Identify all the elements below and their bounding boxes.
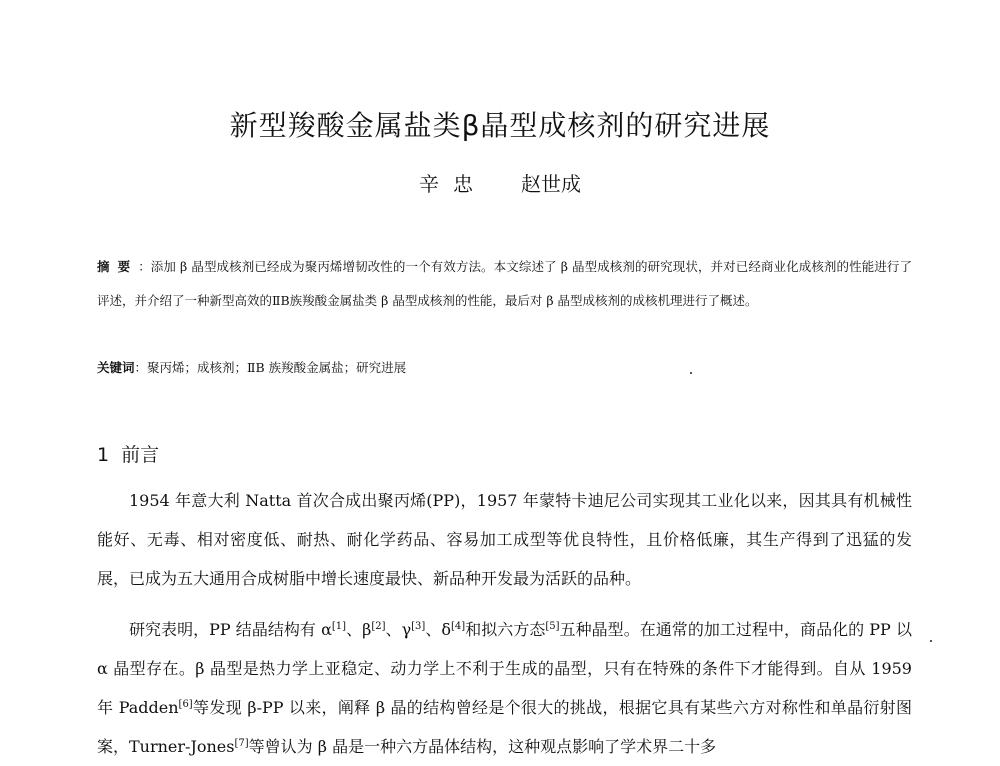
citation: [6] — [178, 699, 193, 710]
keywords — [97, 358, 912, 376]
para-text: 等发现 β-PP 以来，阐释 β 晶的结构曾经是个很大的挑战，根据它具有某些六方对称性和单晶衍射图案，Turner-Jones — [97, 698, 912, 756]
para-text: 和拟六方态 — [465, 620, 546, 639]
para-text: 五种晶型。在通常的加工过程中，商品化的 PP 以 α 晶型存在。β 晶型是热力学上亚稳定、动力学上不利于生成的晶型，只有在特殊的条件下才能得到。自从 1959 年 Padden — [97, 620, 912, 717]
citation: [2] — [371, 621, 386, 632]
author-line — [0, 168, 1000, 197]
para-text: 、δ — [425, 620, 452, 639]
paper-title: 新型羧酸金属盐类β晶型成核剂的研究进展 — [229, 109, 771, 142]
section-number: 1 — [97, 444, 110, 466]
scan-speck — [690, 372, 692, 374]
para-text: 、β — [346, 620, 372, 639]
para-text: 等曾认为 β 晶是一种六方晶体结构，这种观点影响了学术界二十多 — [248, 737, 717, 756]
citation: [3] — [411, 621, 426, 632]
abstract-label: 摘要 — [97, 259, 139, 274]
scan-speck — [930, 640, 932, 642]
citation: [4] — [451, 621, 466, 632]
paragraph-intro: 1954 年意大利 Natta 首次合成出聚丙烯(PP)，1957 年蒙特卡迪尼公司实现其工业化以来，因其具有机械性能好、无毒、相对密度低、耐热、耐化学药品、容易加工成型等优良特性，且价格低廉，其生产得到了迅猛的发展，已成为五大通用合成树脂中增长速度最快、新品种开发最为活跃的品种。 — [97, 491, 912, 588]
section-title: 前言 — [121, 444, 160, 466]
author-xin-zhong: 辛忠 — [419, 172, 487, 196]
author-zhao-shicheng: 赵世成 — [521, 172, 581, 196]
para-text: 、γ — [385, 620, 412, 639]
citation: [1] — [331, 621, 347, 632]
keywords-text: ：聚丙烯；成核剂；ⅡB 族羧酸金属盐；研究进展 — [134, 360, 407, 375]
para-text: 研究表明，PP 结晶结构有 α — [129, 620, 332, 639]
keywords-label: 关键词 — [97, 360, 135, 375]
abstract — [97, 250, 912, 318]
abstract-text: ：添加 β 晶型成核剂已经成为聚丙烯增韧改性的一个有效方法。本文综述了 β 晶型成核剂的研究现状，并对已经商业化成核剂的性能进行了评述，并介绍了一种新型高效的ⅡB族羧酸金属盐类 β 晶型成核剂的性能，最后对 β 晶型成核剂的成核机理进行了概述。 — [97, 259, 912, 308]
citation: [7] — [234, 738, 249, 749]
paragraph-crystal-forms — [97, 610, 912, 766]
section-heading — [97, 440, 159, 467]
citation: [5] — [545, 621, 560, 632]
